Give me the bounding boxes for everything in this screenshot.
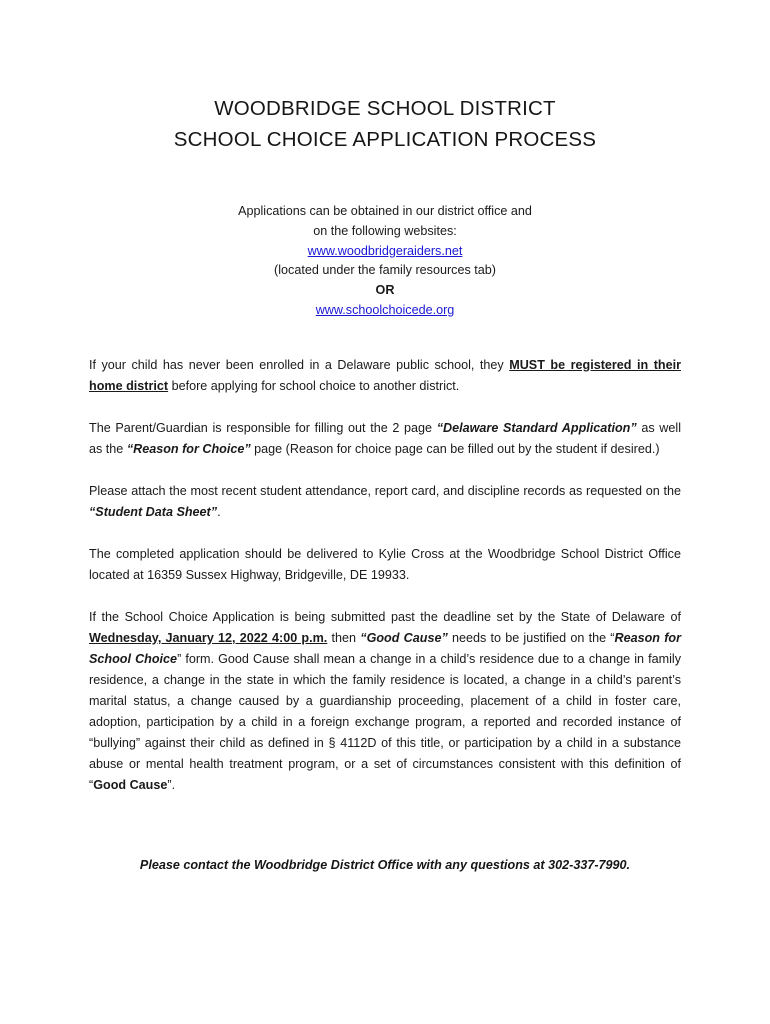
p5-text-2: then <box>327 630 361 645</box>
intro-line-3: (located under the family resources tab) <box>274 263 496 278</box>
paragraph-good-cause <box>89 607 681 796</box>
intro-or-label: OR <box>375 283 395 298</box>
intro-line-2: on the following websites: <box>313 223 457 238</box>
footer-contact-line: Please contact the Woodbridge District Office with any questions at 302-337-7990. <box>139 858 631 872</box>
footer-block <box>0 856 770 875</box>
p3-text-2: . <box>217 504 221 519</box>
p2-text-3: page (Reason for choice page can be filled out by the student if desired.) <box>250 441 660 456</box>
title-line-process: SCHOOL CHOICE APPLICATION PROCESS <box>173 128 597 151</box>
paragraph-attach-records <box>89 481 681 523</box>
p5-good-cause-second: Good Cause <box>93 777 168 792</box>
paragraph-parent-guardian <box>89 418 681 460</box>
intro-line-1: Applications can be obtained in our district office and <box>238 204 532 218</box>
link-schoolchoicede[interactable]: www.schoolchoicede.org <box>315 302 455 317</box>
intro-link-row-2 <box>89 301 681 321</box>
p5-form-reason-for-school-choice: Reason for School Choice <box>89 630 681 666</box>
p2-form-reason-for-choice: “Reason for Choice” <box>126 441 251 456</box>
p5-text-4: ” form. Good Cause shall mean a change in a child’s residence due to a change in family residence, a change in the state in which the family residence is located, a change in a child’s parent’s marital status, a change caused by a guardianship proceeding, placement of a child in foster care, adoption, participation by a child in a foreign exchange program, a reported and recorded instance of “bullying” against their child as defined in § 4112D of this title, or participation by a child in a substance abuse or mental health treatment program, or a set of circumstances consistent with this definition of “ <box>89 651 681 792</box>
p1-text-after: before applying for school choice to another district. <box>168 378 460 393</box>
body-block <box>89 355 681 796</box>
p3-form-student-data-sheet: “Student Data Sheet” <box>89 504 218 519</box>
document-title <box>89 0 681 155</box>
p1-emphasis-must-register: MUST be registered in their home district <box>89 357 681 393</box>
title-line-district: WOODBRIDGE SCHOOL DISTRICT <box>214 97 556 120</box>
intro-block <box>89 202 681 321</box>
p2-form-delaware-standard-application: “Delaware Standard Application” <box>436 420 637 435</box>
paragraph-delivery-address: The completed application should be delivered to Kylie Cross at the Woodbridge School District Office located at 16359 Sussex Highway, Bridgeville, DE 19933. <box>89 546 681 582</box>
p2-text-1: The Parent/Guardian is responsible for filling out the 2 page <box>89 420 437 435</box>
paragraph-home-district <box>89 355 681 397</box>
p3-text-1: Please attach the most recent student attendance, report card, and discipline records as requested on the <box>89 483 681 498</box>
p5-text-3: needs to be justified on the “ <box>447 630 615 645</box>
p2-text-2: as well as the <box>89 420 681 456</box>
intro-link-row-1 <box>89 242 681 262</box>
p5-deadline: Wednesday, January 12, 2022 4:00 p.m. <box>89 630 328 645</box>
document-content <box>89 0 681 796</box>
p5-good-cause-first: “Good Cause” <box>360 630 448 645</box>
p5-text-1: If the School Choice Application is being submitted past the deadline set by the State of Delaware of <box>89 609 681 624</box>
p1-text-before: If your child has never been enrolled in a Delaware public school, they <box>89 357 510 372</box>
link-woodbridgeraiders[interactable]: www.woodbridgeraiders.net <box>307 243 463 258</box>
p5-text-5: ”. <box>167 777 176 792</box>
